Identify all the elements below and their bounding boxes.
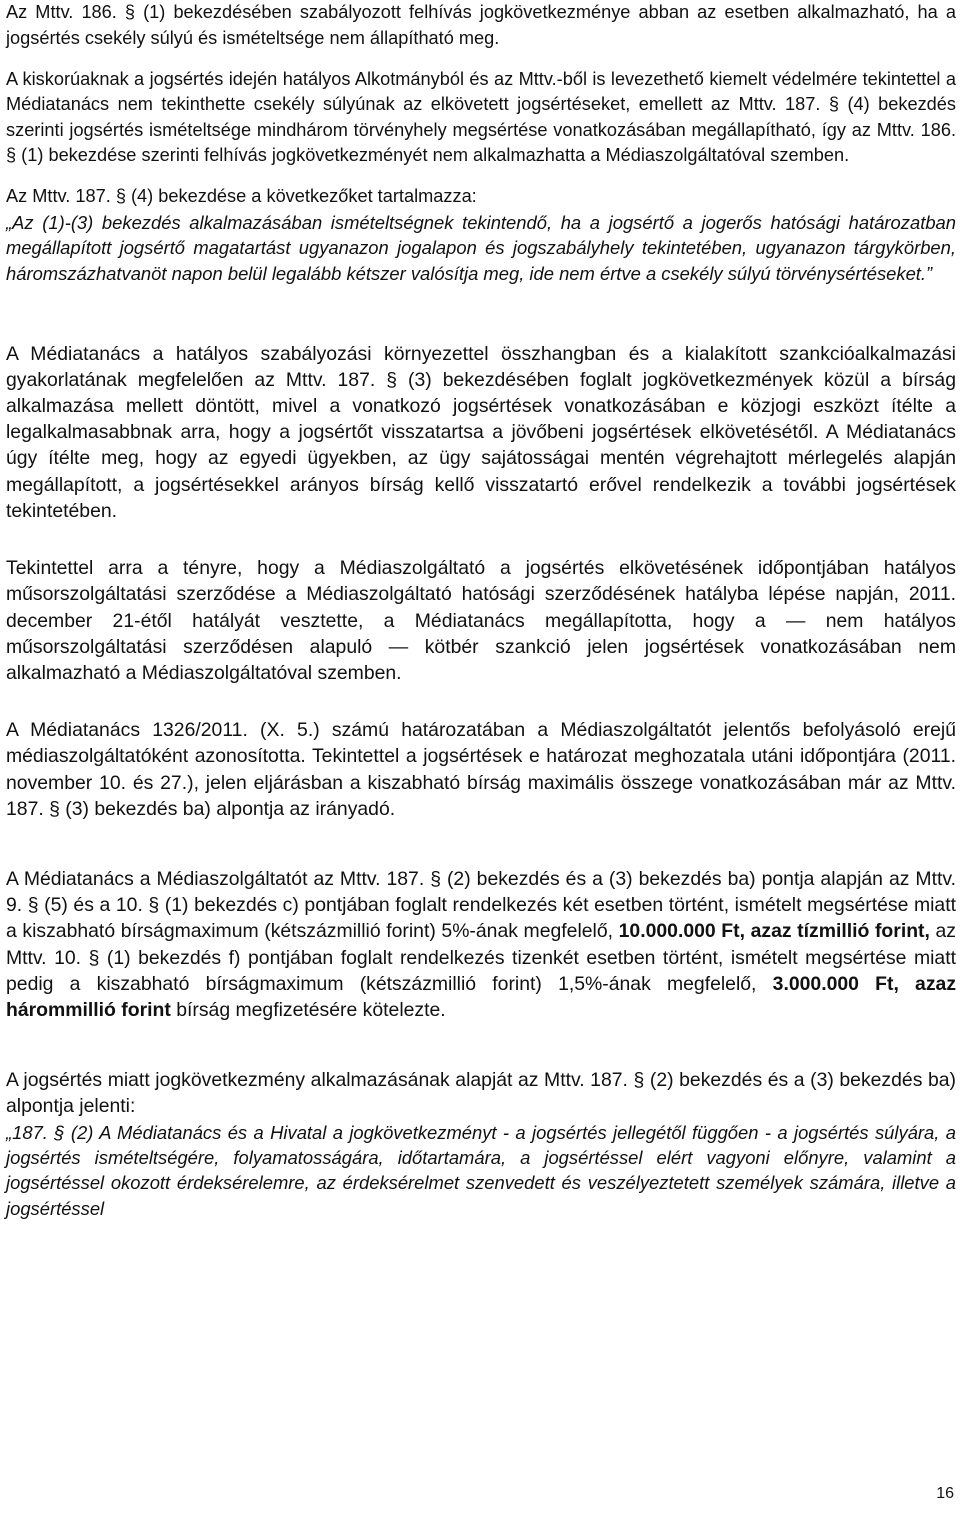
page-number: 16 [936,1485,954,1502]
paragraph-7-amount-2: 3.000.000 Ft, azaz hárommillió forint [6,972,957,1021]
paragraph-6: A Médiatanács 1326/2011. (X. 5.) számú határozatában a Médiaszolgáltatót jelentős befolyásoló erejű médiaszolgáltatóként azonosította. Tekintettel a jogsértések e határozat meghozatala utáni időpontjára (2011. november 10. és 27.), jelen eljárásban a kiszabható bírság maximális összege vonatkozásában már az Mttv. 187. § (3) bekezdés ba) alpontja az irányadó. [6,719,956,820]
paragraph-7-part-a: A Médiatanács a Médiaszolgáltatót az Mttv. 187. § (2) bekezdés és a (3) bekezdés ba) pontja alapján az Mttv. 9. § (5) és a 10. § (1) bekezdés c) pontjában foglalt rendelkezés két esetben történt, ismételt megsértése miatt a kiszabható bírságmaximum (kétszázmillió forint) 5%-ának megfelelő, [6,867,956,943]
paragraph-7-amount-1: 10.000.000 Ft, azaz tízmillió forint, [618,920,930,943]
document-page [6,0,956,1221]
paragraph-8-intro: A jogsértés miatt jogkövetkezmény alkalmazásának alapját az Mttv. 187. § (2) bekezdés és a (3) bekezdés ba) alpontja jelenti: [6,1069,956,1118]
paragraph-3-intro: Az Mttv. 187. § (4) bekezdése a következőket tartalmazza: [6,185,477,206]
paragraph-7-part-c: az Mttv. 10. § (1) bekezdés f) pontjában foglalt rendelkezés tizenkét esetben történt, ismételt megsértése miatt pedig a kiszabható bírságmaximum (kétszázmillió forint) 1,5%-ának megfelelő, [6,920,956,995]
paragraph-7 [6,866,956,1023]
paragraph-2: A kiskorúaknak a jogsértés idején hatályos Alkotmányból és az Mttv.-ből is levezethető kiemelt védelmére tekintettel a Médiatanács nem tekinthette csekély súlyúnak az elkövetett jogsértéseket, emellett az Mttv. 187. § (4) bekezdés szerinti jogsértés ismételtsége mindhárom törvényhely megsértése vonatkozásában megállapítható, így az Mttv. 186. § (1) bekezdése szerinti felhívás jogkövetkezményét nem alkalmazhatta a Médiaszolgáltatóval szemben. [6,68,956,166]
paragraph-4: A Médiatanács a hatályos szabályozási környezettel összhangban és a kialakított szankcióalkalmazási gyakorlatának megfelelően az Mttv. 187. § (3) bekezdésében foglalt jogkövetkezmények közül a bírság alkalmazása mellett döntött, mivel a vonatkozó jogsértések vonatkozásában e közjogi eszközt ítélte a legalkalmasabbnak arra, hogy a jogsértőt visszatartsa a jövőbeni jogsértések elkövetésétől. A Médiatanács úgy ítélte meg, hogy az egyedi ügyekben, az ügy sajátosságai mentén végrehajtott mérlegelés alapján megállapított, a jogsértésekkel arányos bírság kellő visszatartó erővel rendelkezik a további jogsértések tekintetében. [6,342,956,522]
paragraph-8-quote: „187. § (2) A Médiatanács és a Hivatal a jogkövetkezményt - a jogsértés jellegétől függően - a jogsértés súlyára, a jogsértés ismételtségére, folyamatosságára, időtartamára, a jogsértéssel elért vagyoni előnyre, valamint a jogsértéssel okozott érdeksérelemre, az érdeksérelmet szenvedett és veszélyeztetett személyek számára, illetve a jogsértéssel [6,1121,956,1219]
paragraph-7-part-e: bírság megfizetésére kötelezte. [170,998,446,1021]
paragraph-5: Tekintettel arra a tényre, hogy a Médiaszolgáltató a jogsértés elkövetésének időpontjában hatályos műsorszolgáltatási szerződése a Médiaszolgáltató hatósági szerződésének hatályba lépése napján, 2011. december 21-étől hatályát vesztette, a Médiatanács megállapította, hogy a — nem hatályos műsorszolgáltatási szerződésen alapuló — kötbér szankció jelen jogsértések vonatkozásában nem alkalmazható a Médiaszolgáltatóval szemben. [6,557,956,684]
paragraph-3-quote: „Az (1)-(3) bekezdés alkalmazásában ismételtségnek tekintendő, ha a jogsértő a jogerős hatósági határozatban megállapított jogsértő magatartást ugyanazon jogalapon és jogszabályhely tekintetében, ugyanazon tárgykörben, háromszázhatvanöt napon belül legalább kétszer valósítja meg, ide nem értve a csekély súlyú törvénysértéseket.” [6,211,956,284]
paragraph-1: Az Mttv. 186. § (1) bekezdésében szabályozott felhívás jogkövetkezménye abban az esetben alkalmazható, ha a jogsértés csekély súlyú és ismételtsége nem állapítható meg. [6,2,956,48]
